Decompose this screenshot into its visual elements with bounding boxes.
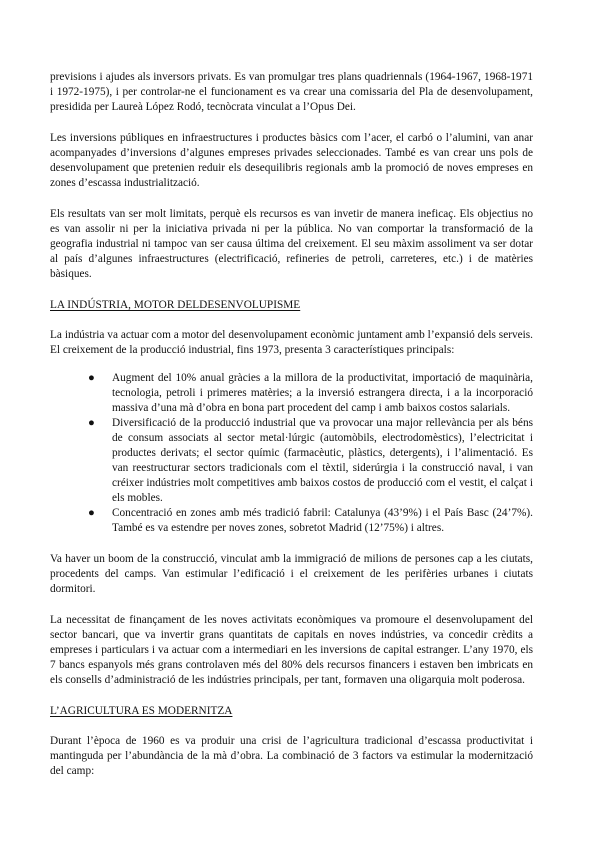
body-paragraph: Va haver un boom de la construcció, vinculat amb la immigració de milions de persones cap a les ciutats, procedents del camps. Van estimular l’edificació i el creixement de les perifèries urbanes i ciutats dormitori. — [50, 553, 533, 595]
intro-paragraph: previsions i ajudes als inversors privats. Es van promulgar tres plans quadriennals (1964-1967, 1968-1971 i 1972-1975), i per controlar-ne el funcionament es va crear una comissaria del Pla de desenvolupament, presidida per Laureà López Rodó, tecnòcrata vinculat a l’Opus Dei. — [50, 71, 533, 113]
bullet-icon: ● — [88, 417, 95, 429]
document-page — [50, 70, 533, 795]
list-item — [88, 506, 533, 536]
characteristics-list — [50, 371, 533, 536]
list-item-text: Diversificació de la producció industrial que va provocar una major rellevància per als béns de consum associats al sector metal·lúrgic (automòbils, electrodomèstics), l’electricitat i productes derivats; el sector químic (farmacèutic, plàstics, detergents), i l’alimentació. Es van reestructurar sectors tradicionals com el tèxtil, siderúrgia i la construcció naval, i van créixer indústries molt competitives amb baixos costos de producció com el vestit, el calçat i els mobles. — [112, 417, 533, 504]
section-heading-industria: LA INDÚSTRIA, MOTOR DELDESENVOLUPISME — [50, 299, 301, 311]
list-item — [88, 371, 533, 416]
intro-paragraph: Les inversions públiques en infraestructures i productes bàsics com l’acer, el carbó o l’alumini, van anar acompanyades d’inversions d’algunes empreses privades seleccionades. També es van crear uns pols de desenvolupament que pretenien reduir els desequilibris regionals amb la promoció de noves empreses en zones d’escassa industrialització. — [50, 132, 533, 189]
intro-paragraph: Els resultats van ser molt limitats, perquè els recursos es van invetir de manera ineficaç. Els objectius no es van assolir ni per la iniciativa privada ni per la pública. No van comportar la transformació de la geografia industrial ni tampoc van ser causa última del creixement. El seu màxim assoliment va ser dotar al país d’algunes infraestructures (electrificació, refineries de petroli, carreteres, etc.) i de matèries bàsiques. — [50, 208, 533, 280]
bullet-icon: ● — [88, 372, 95, 384]
list-item — [88, 416, 533, 506]
section-heading-agricultura: L’AGRICULTURA ES MODERNITZA — [50, 705, 233, 717]
section-intro-paragraph: La indústria va actuar com a motor del desenvolupament econòmic juntament amb l’expansió dels serveis. El creixement de la producció industrial, fins 1973, presenta 3 característiques principals: — [50, 329, 533, 356]
list-item-text: Concentració en zones amb més tradició fabril: Catalunya (43’9%) i el País Basc (24’7%). També es va estendre per noves zones, sobretot Madrid (12’75%) i altres. — [112, 507, 533, 534]
bullet-icon: ● — [88, 507, 95, 519]
body-paragraph: Durant l’època de 1960 es va produir una crisi de l’agricultura tradicional d’escassa productivitat i mantinguda per l’abundància de la mà d’obra. La combinació de 3 factors va estimular la modernització del camp: — [50, 735, 533, 777]
body-paragraph: La necessitat de finançament de les noves activitats econòmiques va promoure el desenvolupament del sector bancari, que va invertir grans quantitats de capitals en noves indústries, va concedir crèdits a empreses i particulars i va actuar com a intermediari en les inversions de capital estranger. L’any 1970, els 7 bancs espanyols més grans controlaven més del 80% dels recursos financers i estaven ben imbricats en els consells d’administració de les indústries principals, per tant, formaven una oligarquia molt poderosa. — [50, 614, 533, 686]
list-item-text: Augment del 10% anual gràcies a la millora de la productivitat, importació de maquinària, tecnologia, petroli i primeres matèries; a la inversió estrangera directa, i a la incorporació massiva d’una mà d’obra en bona part procedent del camp i amb baixos costos salarials. — [112, 372, 533, 414]
